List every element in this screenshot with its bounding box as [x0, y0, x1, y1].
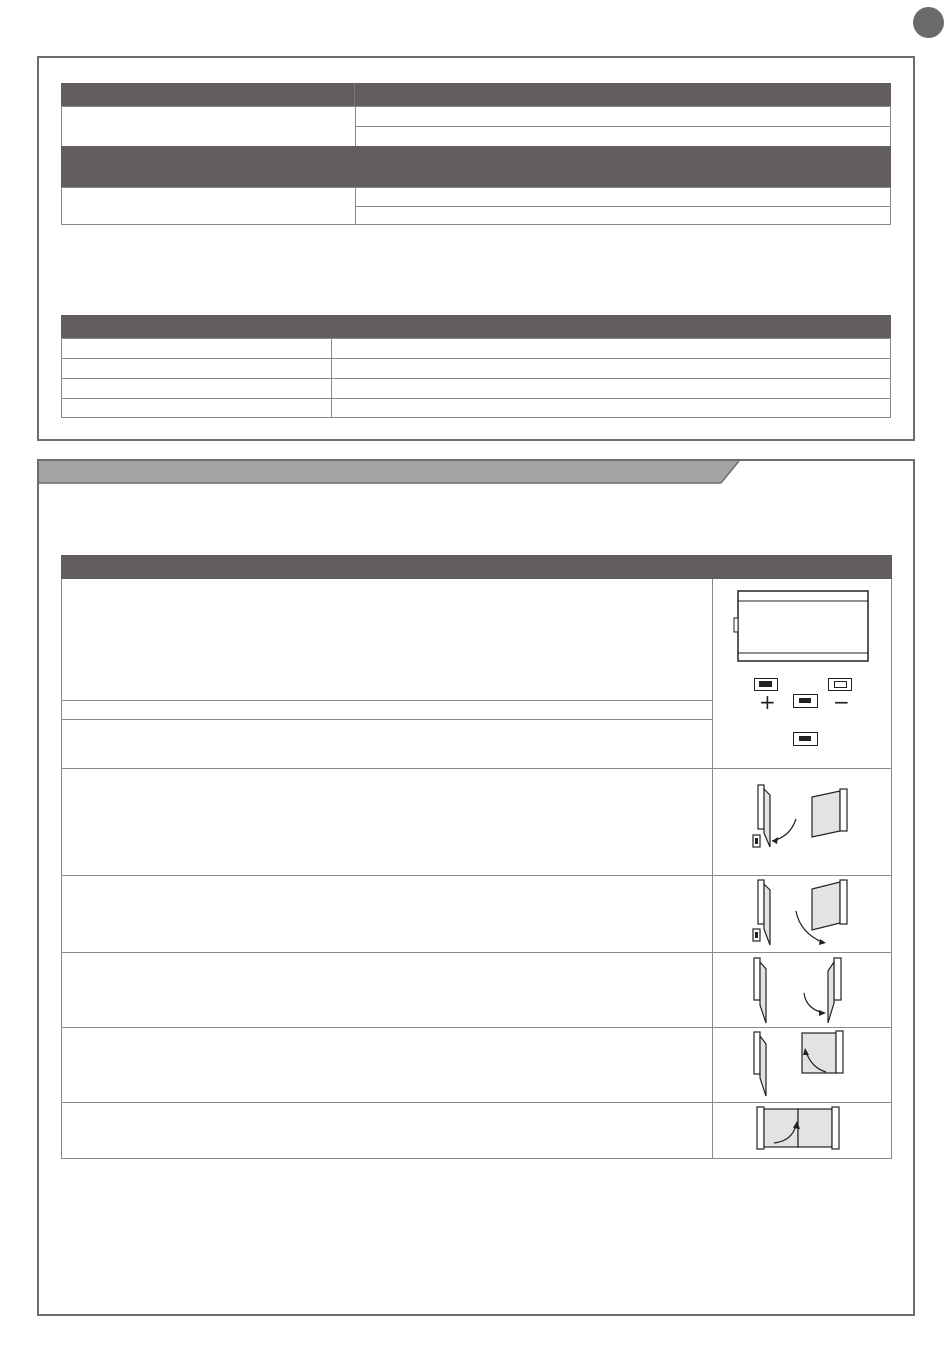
table2: [61, 315, 891, 418]
steps-table-header: [61, 555, 892, 579]
table1-header: [61, 83, 891, 106]
table2-row: [331, 398, 891, 418]
leaf2-close-arrow-figure: [720, 1028, 890, 1102]
steps-row-line: [61, 875, 892, 876]
table2-row: [331, 358, 891, 379]
minus-label: −: [833, 690, 850, 714]
table1-row1-label-cell: [61, 106, 356, 147]
table1: [61, 83, 891, 225]
button-center-icon: [793, 694, 818, 708]
table2-row: [61, 338, 332, 359]
table1-row1-cell1: [355, 106, 891, 127]
leaf1-close-arrow-figure: [720, 877, 890, 952]
table1-row2-label-cell: [61, 187, 356, 225]
plus-label: +: [759, 690, 776, 714]
table2-row: [61, 378, 332, 399]
page-corner-circle-icon: [913, 7, 944, 38]
steps-row-line: [61, 700, 712, 701]
table2-row: [331, 378, 891, 399]
both-leaves-closed-figure: [720, 1103, 890, 1157]
section-title-tab: [39, 461, 749, 485]
table2-header: [61, 315, 891, 338]
table1-row2-cell1: [355, 187, 891, 207]
steps-table-divider: [712, 579, 713, 1159]
leaf1-open-arrow-figure: [720, 775, 890, 875]
table2-row: [61, 398, 332, 418]
table1-header-divider: [354, 83, 355, 106]
leaf2-open-arrow-figure: [720, 953, 890, 1027]
steps-row-line: [61, 719, 712, 720]
steps-row-line: [61, 768, 892, 769]
control-unit-figure: [720, 583, 890, 753]
button-bottom-icon: [793, 732, 818, 746]
table2-row: [331, 338, 891, 359]
table1-group-band: [61, 146, 891, 187]
table1-row1-cell2: [355, 126, 891, 147]
table2-row: [61, 358, 332, 379]
table1-row2-cell2: [355, 206, 891, 225]
